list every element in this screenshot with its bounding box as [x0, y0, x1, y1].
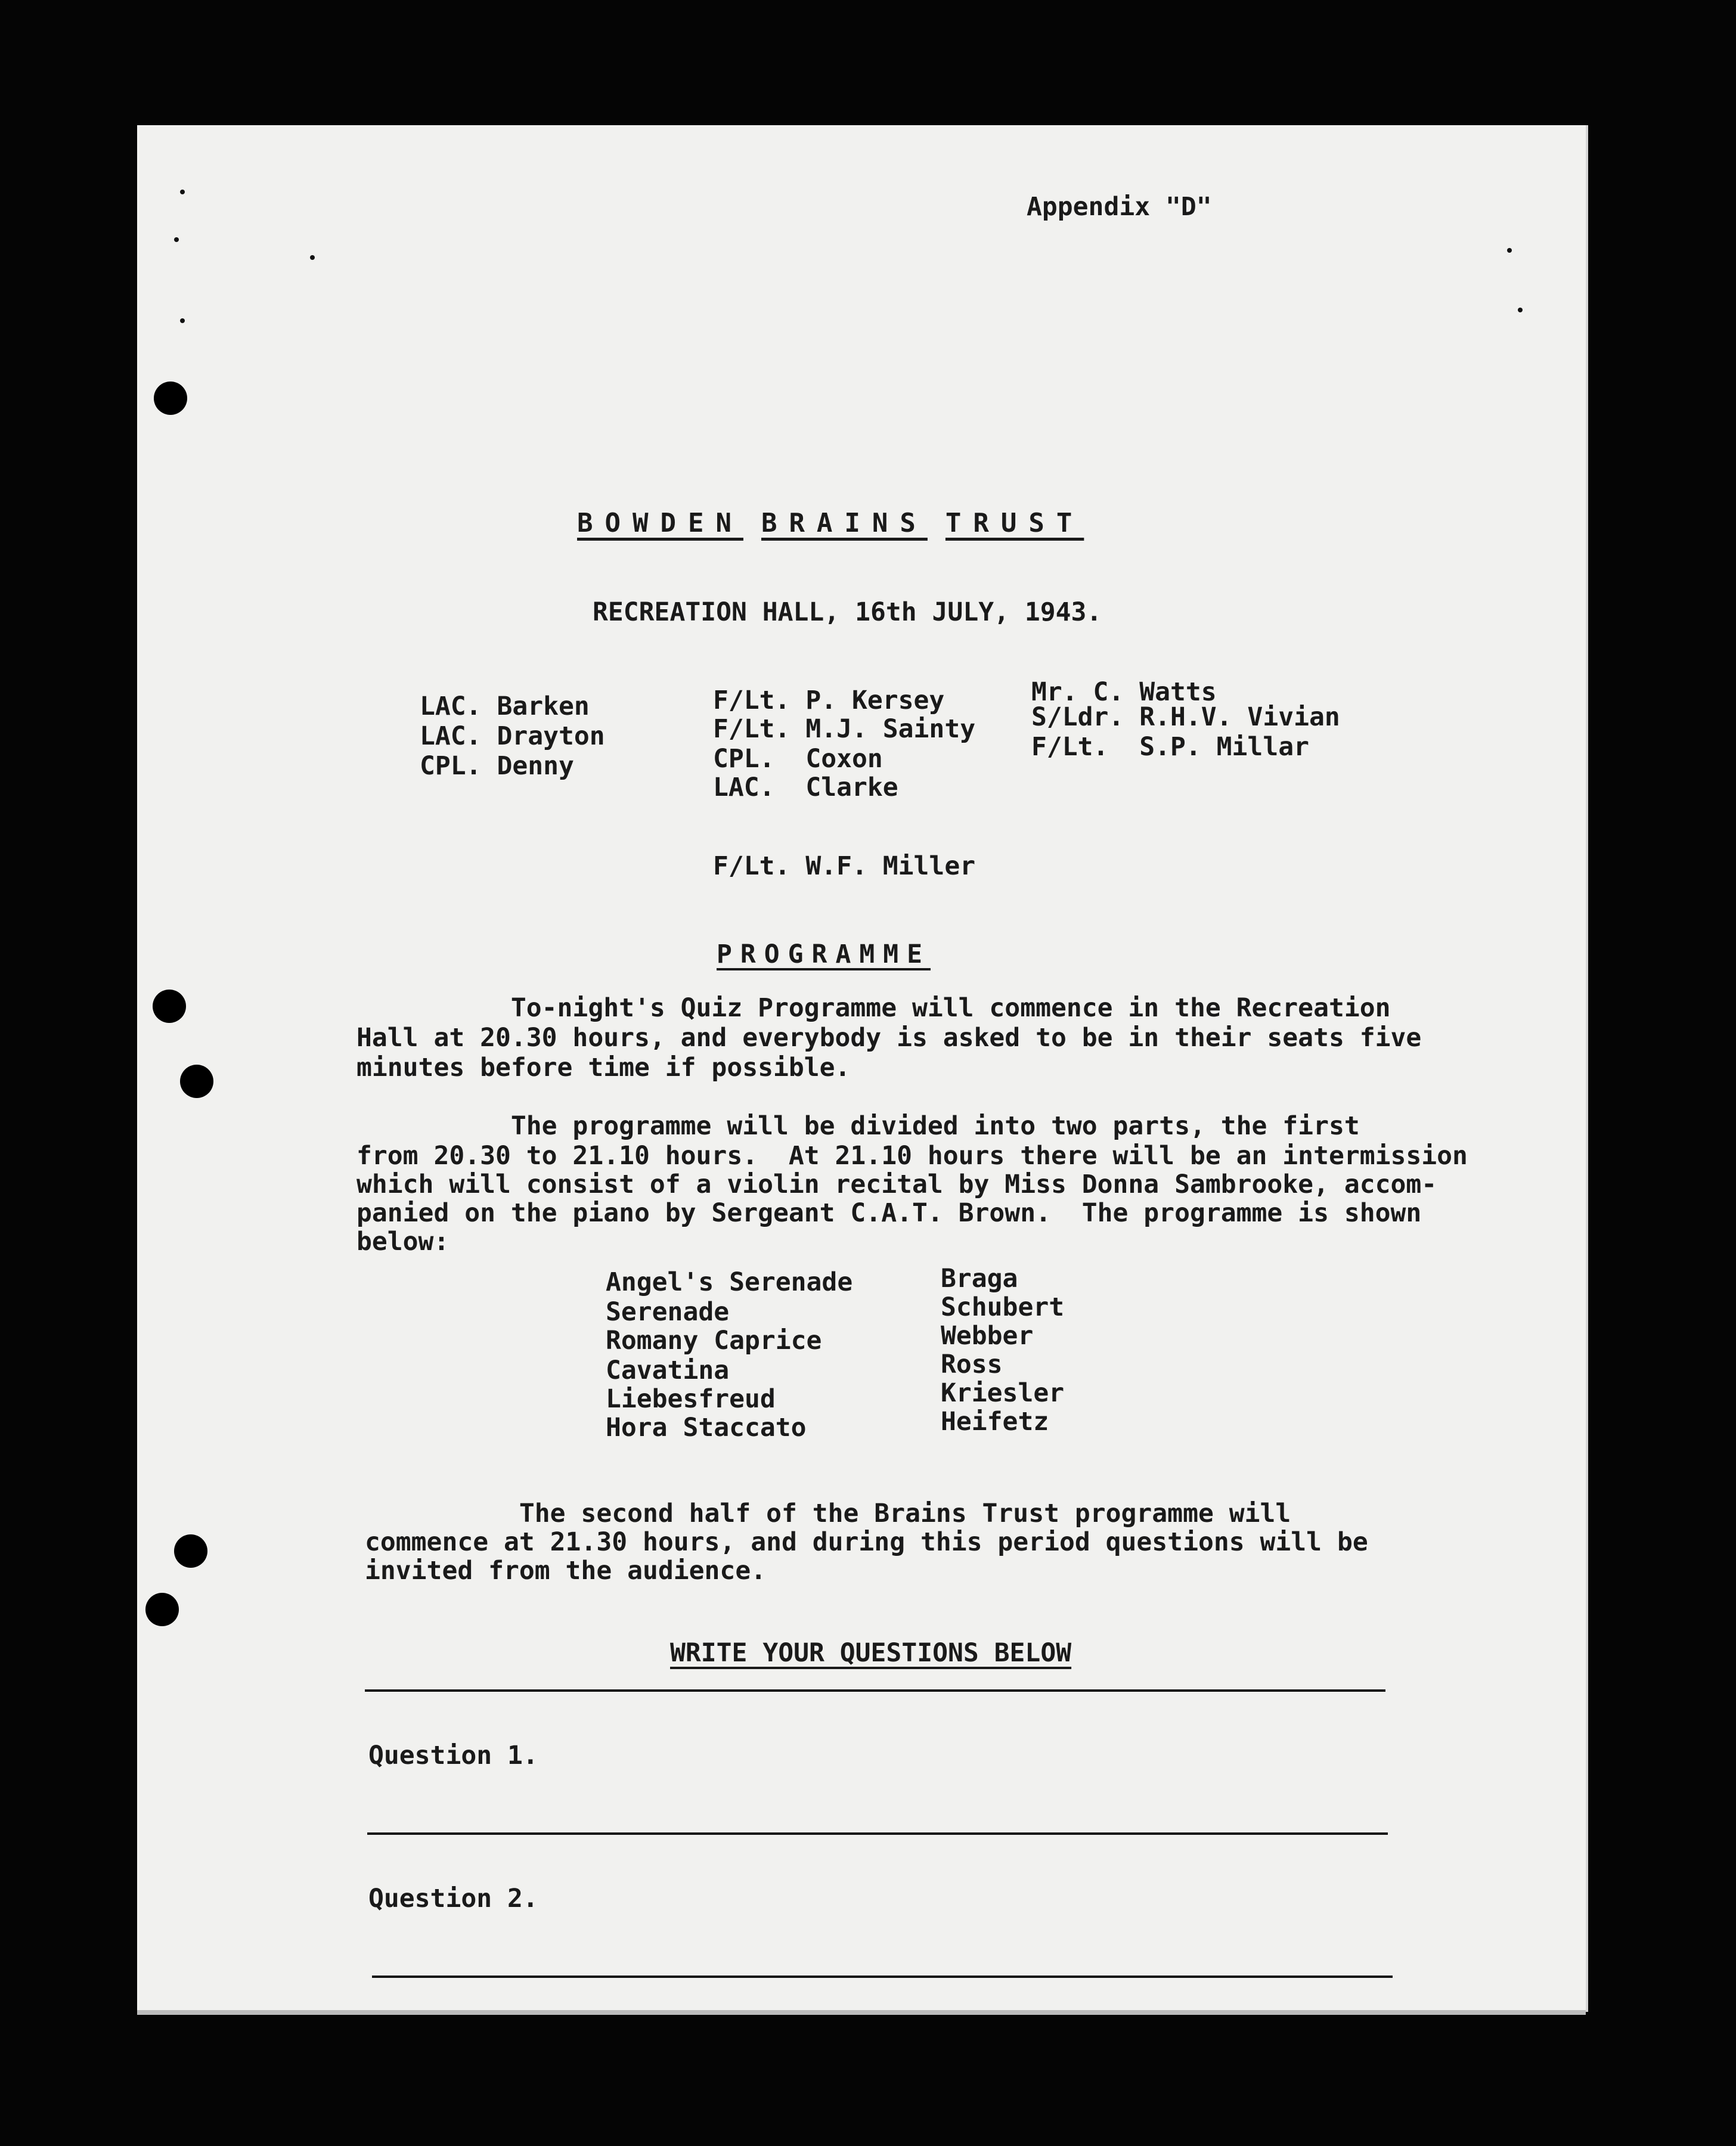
- paragraph-line: minutes before time if possible.: [356, 1053, 851, 1083]
- punch-hole: [174, 1534, 207, 1568]
- paragraph-line: To-night's Quiz Programme will commence in the Recreation: [356, 993, 1391, 1023]
- punch-hole: [154, 382, 187, 415]
- paragraph-line: which will consist of a violin recital by Miss Donna Sambrooke, accom-: [356, 1170, 1437, 1199]
- title-word: BRAINS: [761, 508, 928, 538]
- speck: [180, 318, 185, 323]
- document-page: [137, 125, 1588, 2012]
- paragraph-line: invited from the audience.: [365, 1556, 767, 1586]
- speck: [1507, 248, 1512, 253]
- question-master: F/Lt. W.F. Miller: [713, 851, 976, 881]
- recital-piece: Hora Staccato: [606, 1413, 807, 1443]
- recital-composer: Schubert: [941, 1292, 1065, 1322]
- recital-composer: Webber: [941, 1321, 1034, 1351]
- panel-member: Mr. C. Watts: [1031, 677, 1217, 707]
- punch-hole: [145, 1593, 179, 1626]
- panel-member: CPL. Coxon: [713, 744, 883, 774]
- recital-piece: Angel's Serenade: [606, 1267, 853, 1297]
- title-word: BOWDEN: [577, 508, 743, 538]
- recital-piece: Romany Caprice: [606, 1326, 822, 1356]
- recital-piece: Liebesfreud: [606, 1384, 776, 1414]
- recital-composer: Braga: [941, 1264, 1018, 1294]
- panel-member: S/Ldr. R.H.V. Vivian: [1031, 702, 1340, 732]
- paragraph-line: Hall at 20.30 hours, and everybody is asked to be in their seats five: [356, 1023, 1422, 1053]
- panel-member: CPL. Denny: [420, 751, 574, 781]
- answer-line: [365, 1689, 1385, 1692]
- appendix-label: Appendix "D": [1027, 192, 1212, 222]
- speck: [1518, 308, 1523, 312]
- answer-line: [367, 1832, 1388, 1835]
- question-label: Question 2.: [368, 1884, 538, 1914]
- panel-member: F/Lt. S.P. Millar: [1031, 732, 1309, 762]
- title-word: TRUST: [945, 508, 1084, 538]
- panel-member: LAC. Drayton: [420, 721, 605, 751]
- page-edge: [137, 2010, 1586, 2015]
- programme-heading: PROGRAMME: [717, 939, 931, 969]
- recital-piece: Serenade: [606, 1297, 730, 1327]
- paragraph-line: The second half of the Brains Trust programme will: [365, 1499, 1291, 1528]
- paragraph-line: below:: [356, 1227, 450, 1257]
- recital-composer: Ross: [941, 1350, 1003, 1379]
- panel-member: LAC. Barken: [420, 691, 590, 721]
- paragraph-line: commence at 21.30 hours, and during this period questions will be: [365, 1527, 1368, 1557]
- question-label: Question 1.: [368, 1741, 538, 1770]
- punch-hole: [153, 990, 186, 1023]
- speck: [310, 255, 315, 260]
- panel-member: F/Lt. P. Kersey: [713, 686, 945, 715]
- punch-hole: [180, 1065, 213, 1098]
- panel-member: LAC. Clarke: [713, 773, 898, 802]
- recital-piece: Cavatina: [606, 1356, 730, 1385]
- document-title: [577, 510, 1084, 536]
- speck: [174, 237, 179, 242]
- answer-line: [372, 1976, 1393, 1978]
- paragraph-line: panied on the piano by Sergeant C.A.T. Brown. The programme is shown: [356, 1198, 1422, 1228]
- paragraph-line: The programme will be divided into two parts, the first: [356, 1111, 1360, 1141]
- recital-composer: Heifetz: [941, 1407, 1049, 1437]
- panel-member: F/Lt. M.J. Sainty: [713, 714, 976, 744]
- recital-composer: Kriesler: [941, 1378, 1065, 1408]
- speck: [180, 190, 185, 194]
- questions-heading: WRITE YOUR QUESTIONS BELOW: [670, 1638, 1072, 1668]
- venue-date: RECREATION HALL, 16th JULY, 1943.: [593, 597, 1102, 627]
- paragraph-line: from 20.30 to 21.10 hours. At 21.10 hours there will be an intermission: [356, 1141, 1468, 1171]
